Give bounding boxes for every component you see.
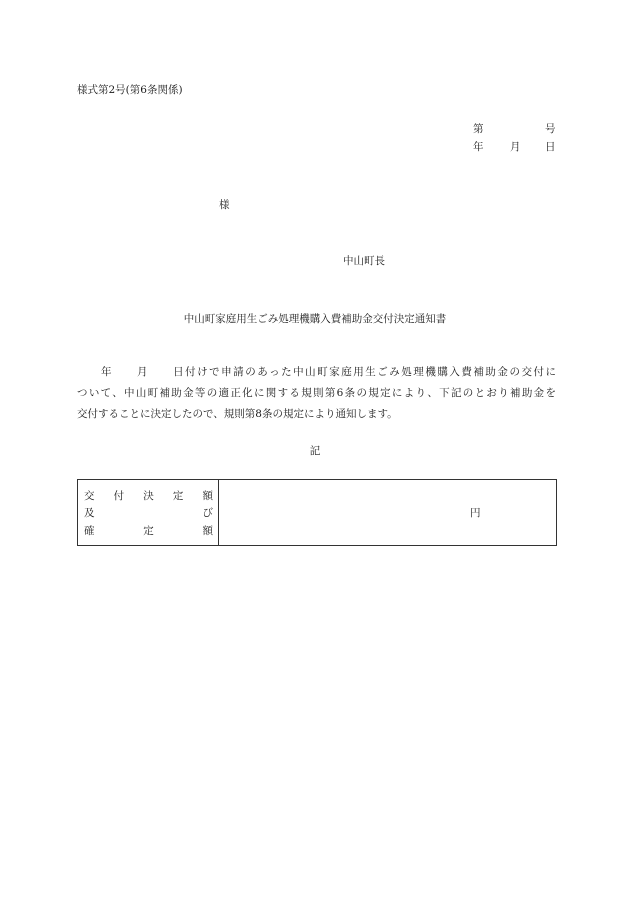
label-row-1 xyxy=(84,491,213,502)
label-row-3 xyxy=(84,526,213,537)
document-number-suffix: 号 xyxy=(545,123,556,135)
ki-heading: 記 xyxy=(309,445,321,457)
label-char: 額 xyxy=(202,490,213,502)
date-day-label: 日 xyxy=(545,141,556,153)
body-text-line-3: 交付することに決定したので、規則第8条の規定により通知します。 xyxy=(77,408,398,420)
body-text-line-2: ついて、中山町補助金等の適正化に関する規則第6条の規定により、下記のとおり補助金を xyxy=(77,387,556,399)
label-char: 決 xyxy=(143,490,154,502)
label-char: 額 xyxy=(202,525,213,537)
issuer-name: 中山町長 xyxy=(343,255,385,267)
amount-label-cell xyxy=(78,480,219,545)
amount-table xyxy=(77,479,557,546)
amount-unit: 円 xyxy=(470,507,481,519)
label-char: 確 xyxy=(84,525,95,537)
date-year-label: 年 xyxy=(473,141,484,153)
form-number: 様式第2号(第6条関係) xyxy=(77,84,183,96)
document-number-prefix: 第 xyxy=(473,123,484,135)
date-month-label: 月 xyxy=(510,141,521,153)
label-char: び xyxy=(202,507,213,519)
document-title: 中山町家庭用生ごみ処理機購入費補助金交付決定通知書 xyxy=(183,313,447,325)
label-char: 及 xyxy=(84,507,95,519)
label-row-2 xyxy=(84,508,213,519)
addressee-honorific: 様 xyxy=(219,199,230,211)
label-char: 付 xyxy=(113,490,125,502)
label-char: 定 xyxy=(143,525,154,537)
label-char: 交 xyxy=(84,490,95,502)
label-char: 定 xyxy=(172,490,184,502)
body-text-line-1: 年 月 日付けで申請のあった中山町家庭用生ごみ処理機購入費補助金の交付に xyxy=(101,366,556,378)
